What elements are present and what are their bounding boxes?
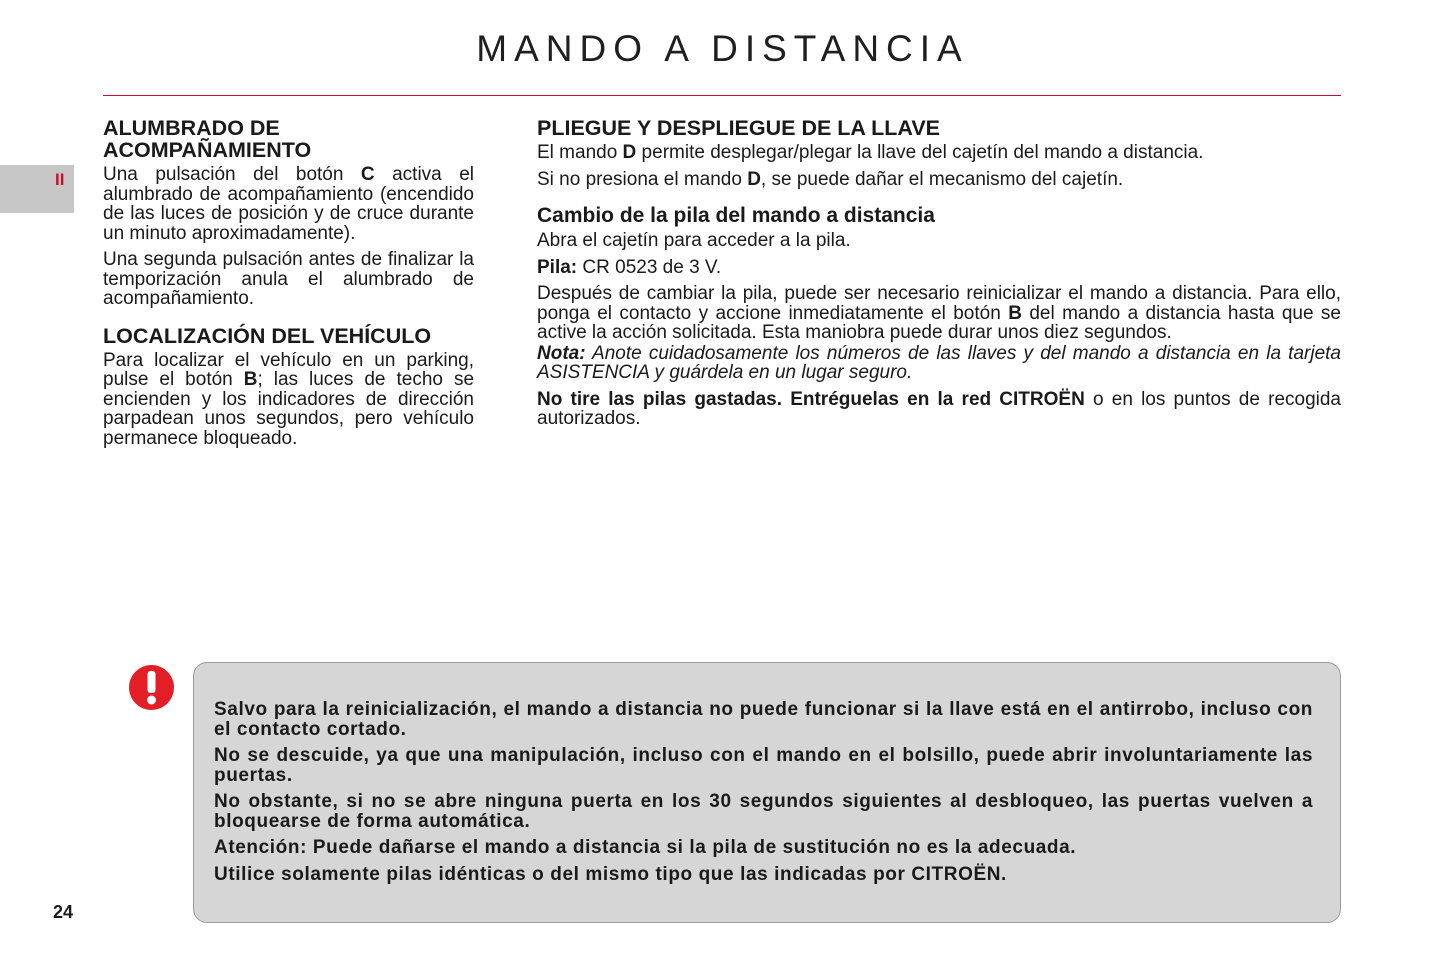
chapter-tab xyxy=(0,165,74,213)
paragraph: Una segunda pulsación antes de finalizar la temporización anula el alumbrado de acompañamiento. xyxy=(103,249,474,309)
warning-line: Atención: Puede dañarse el mando a distancia si la pila de sustitución no es la adecuada. xyxy=(214,837,1077,858)
section-heading-vehicle-locator: LOCALIZACIÓN DEL VEHÍCULO xyxy=(103,323,432,348)
paragraph: Para localizar el vehículo en un parking, pulse el botón B; las luces de techo se encienden y los indicadores de dirección parpadean unos segundos, pero vehículo permanece bloqueado. xyxy=(103,349,475,449)
section-heading-follow-me-home: ALUMBRADO DE ACOMPAÑAMIENTO xyxy=(103,116,312,162)
warning-line: No se descuide, ya que una manipulación, incluso con el mando en el bolsillo, puede abrir involuntariamente las puertas. xyxy=(214,745,1313,786)
title-divider xyxy=(103,95,1341,96)
subsection-heading-battery: Cambio de la pila del mando a distancia xyxy=(537,204,935,227)
paragraph: Pila: CR 0523 de 3 V. xyxy=(537,256,722,278)
paragraph: El mando D permite desplegar/plegar la llave del cajetín del mando a distancia. xyxy=(537,142,1204,163)
paragraph: No tire las pilas gastadas. Entréguelas en la red CITROËN o en los puntos de recogida autorizados. xyxy=(537,388,1341,429)
page-title: MANDO A DISTANCIA xyxy=(476,28,969,69)
warning-line: No obstante, si no se abre ninguna puerta en los 30 segundos siguientes al desbloqueo, las puertas vuelven a bloquearse de forma automática. xyxy=(214,791,1313,832)
chapter-label: II xyxy=(55,170,65,189)
exclamation-icon xyxy=(129,665,174,710)
paragraph: Si no presiona el mando D, se puede dañar el mecanismo del cajetín. xyxy=(537,168,1124,190)
note-paragraph: Nota: Anote cuidadosamente los números de las llaves y del mando a distancia en la tarjeta ASISTENCIA y guárdela en un lugar seguro. xyxy=(537,342,1341,383)
right-column xyxy=(537,117,1341,429)
paragraph: Abra el cajetín para acceder a la pila. xyxy=(537,230,851,251)
warning-line: Salvo para la reinicialización, el mando a distancia no puede funcionar si la llave está en el antirrobo, incluso con el contacto cortado. xyxy=(214,699,1313,740)
left-column xyxy=(103,117,474,448)
warning-box xyxy=(193,662,1341,923)
warning-line: Utilice solamente pilas idénticas o del mismo tipo que las indicadas por CITROËN. xyxy=(214,863,1007,885)
section-heading-key-fold: PLIEGUE Y DESPLIEGUE DE LA LLAVE xyxy=(537,116,940,140)
paragraph: Después de cambiar la pila, puede ser necesario reinicializar el mando a distancia. Para ello, ponga el contacto y accione inmediatamente el botón B del mando a distancia hasta que se active la acción solicitada. Esta maniobra puede durar unos diez segundos. xyxy=(537,283,1341,343)
page-number: 24 xyxy=(53,902,74,922)
paragraph: Una pulsación del botón C activa el alumbrado de acompañamiento (encendido de las luces de posición y de cruce durante un minuto aproximadamente). xyxy=(103,164,474,244)
